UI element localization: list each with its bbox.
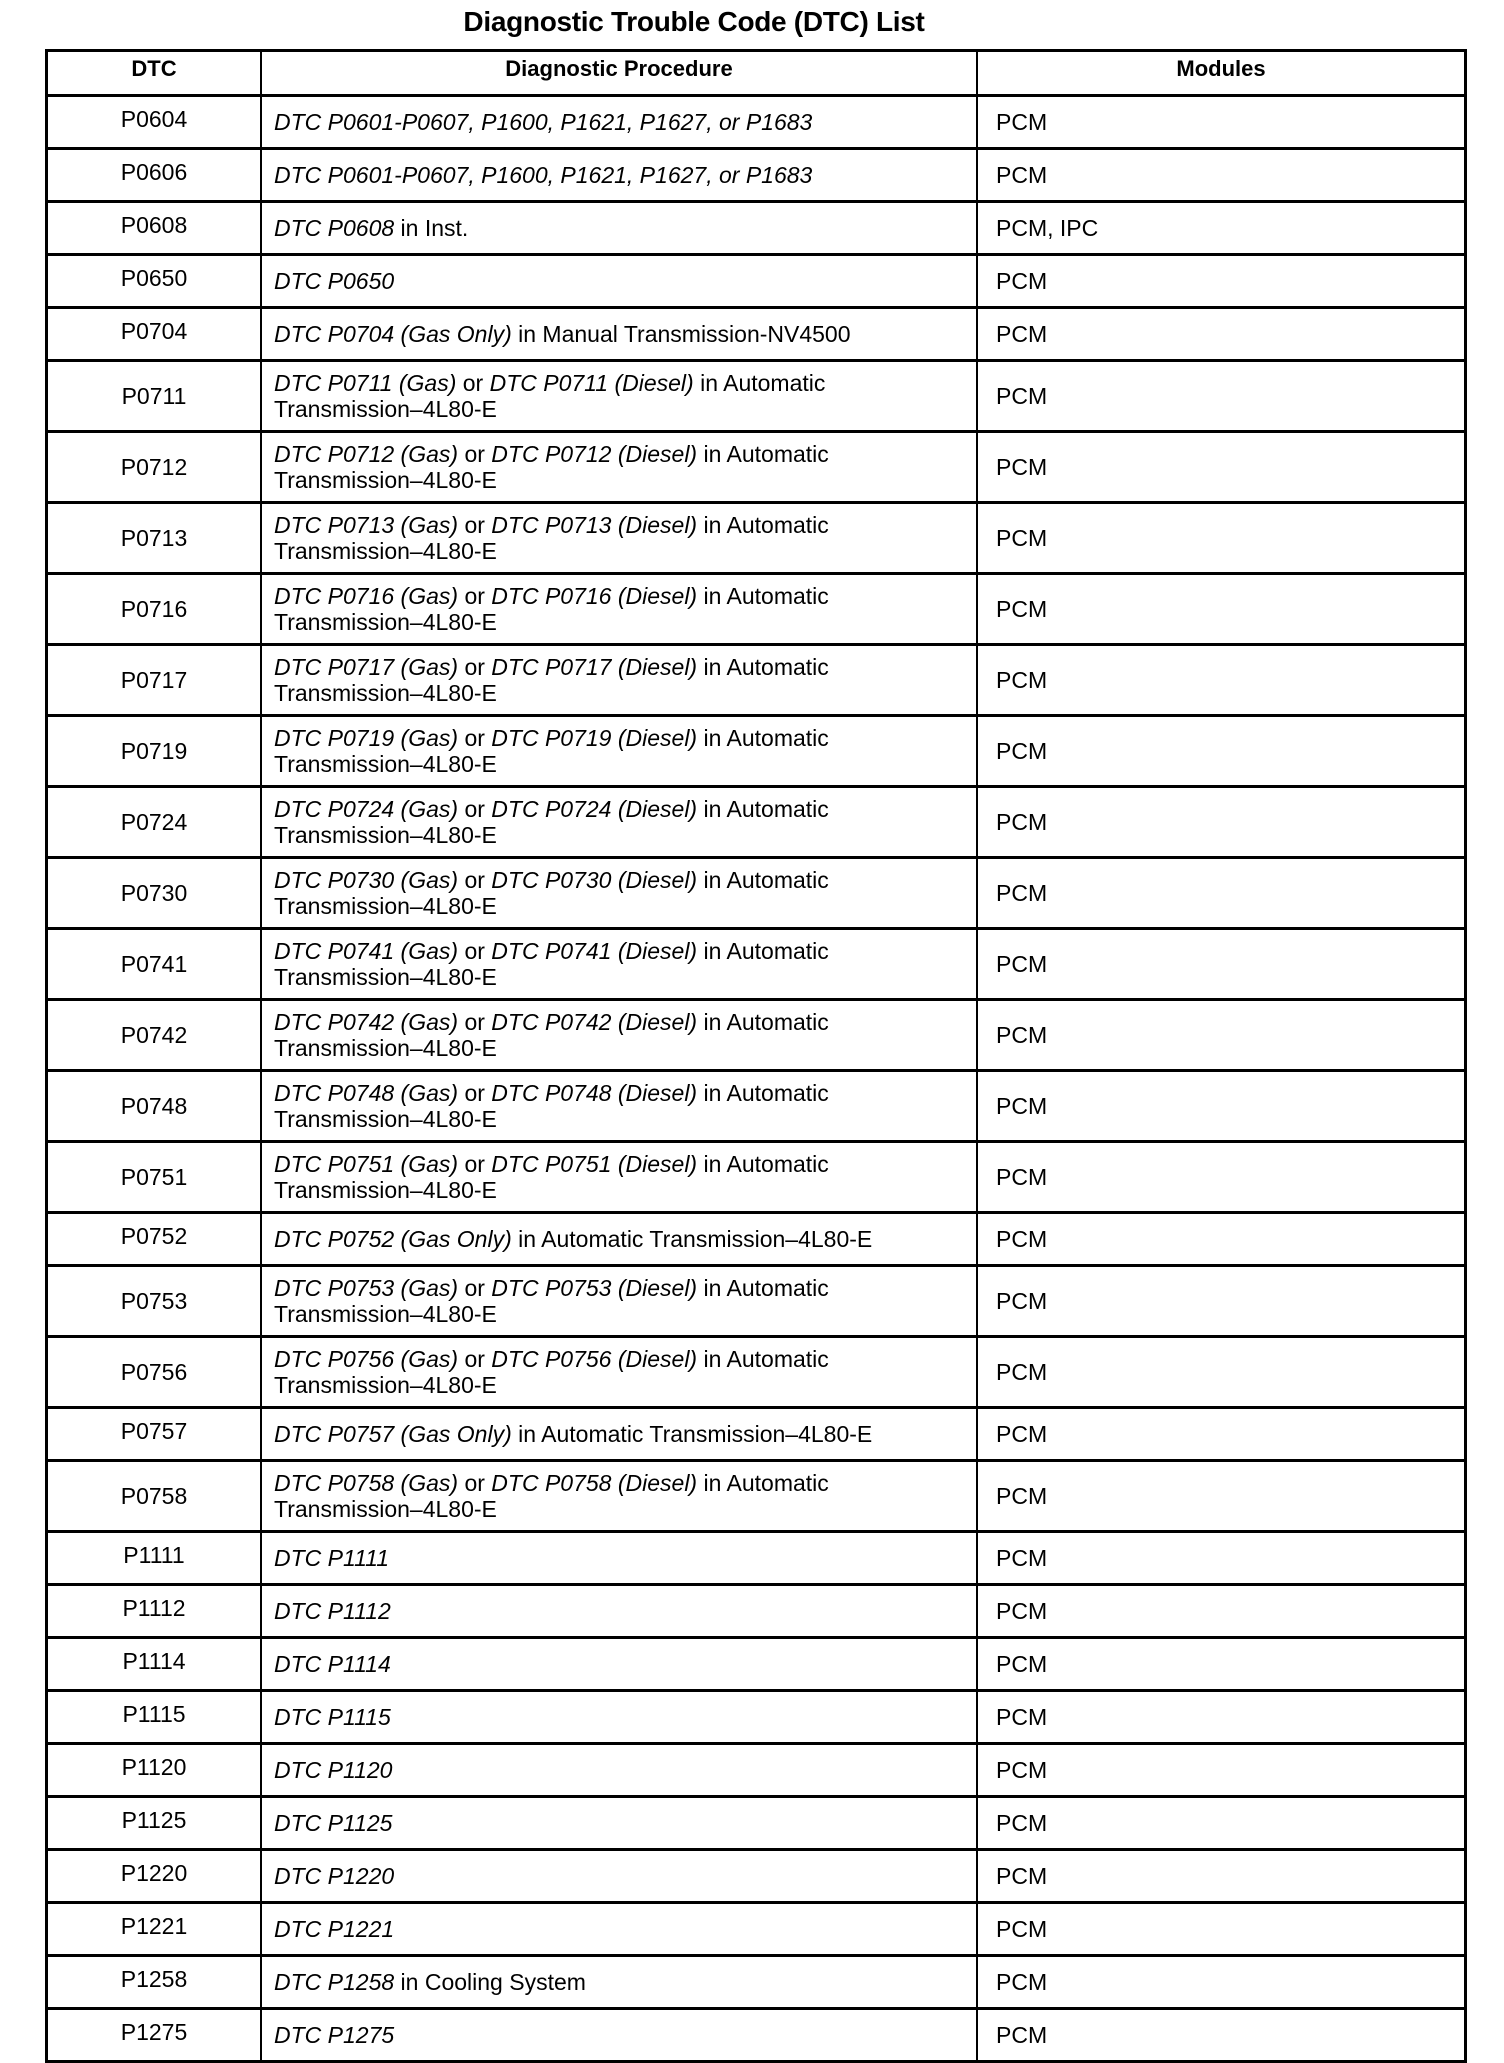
- table-row: [47, 1213, 1466, 1266]
- dtc-code: P0650: [47, 255, 262, 308]
- dtc-code: P0756: [47, 1337, 262, 1408]
- modules: PCM: [977, 1000, 1466, 1071]
- table-row: [47, 929, 1466, 1000]
- table-row: [47, 1903, 1466, 1956]
- procedure-text: in Automatic Transmission–4L80-E: [274, 441, 829, 493]
- dtc-code: P0713: [47, 503, 262, 574]
- procedure-reference: DTC P0712 (Diesel): [491, 441, 698, 467]
- procedure-reference: DTC P0748 (Diesel): [491, 1080, 698, 1106]
- diagnostic-procedure: [261, 1797, 977, 1850]
- procedure-reference: DTC P0650: [274, 268, 395, 294]
- procedure-reference: DTC P1258: [274, 1969, 395, 1995]
- diagnostic-procedure: [261, 432, 977, 503]
- table-row: [47, 432, 1466, 503]
- diagnostic-procedure: [261, 1744, 977, 1797]
- procedure-text: or: [458, 1275, 492, 1301]
- table-row: [47, 1850, 1466, 1903]
- procedure-reference: DTC P1275: [274, 2022, 395, 2048]
- procedure-reference: DTC P0717 (Gas): [274, 654, 459, 680]
- dtc-code: P1275: [47, 2009, 262, 2062]
- diagnostic-procedure: [261, 202, 977, 255]
- procedure-reference: DTC P0741 (Diesel): [491, 938, 698, 964]
- procedure-reference: DTC P0742 (Diesel): [491, 1009, 698, 1035]
- dtc-code: P0752: [47, 1213, 262, 1266]
- procedure-text: in Automatic Transmission–4L80-E: [274, 1346, 829, 1398]
- dtc-code: P1221: [47, 1903, 262, 1956]
- procedure-reference: DTC P1221: [274, 1916, 395, 1942]
- diagnostic-procedure: [261, 1461, 977, 1532]
- procedure-reference: DTC P0751 (Diesel): [491, 1151, 698, 1177]
- procedure-text: or: [458, 583, 492, 609]
- page-title: Diagnostic Trouble Code (DTC) List: [463, 6, 925, 37]
- table-row: [47, 308, 1466, 361]
- diagnostic-procedure: [261, 361, 977, 432]
- table-row: [47, 1956, 1466, 2009]
- procedure-text: or: [458, 725, 492, 751]
- modules: PCM: [977, 1797, 1466, 1850]
- diagnostic-procedure: [261, 1956, 977, 2009]
- table-row: [47, 574, 1466, 645]
- modules: PCM: [977, 1585, 1466, 1638]
- procedure-text: in Automatic Transmission–4L80-E: [274, 938, 829, 990]
- procedure-text: in Automatic Transmission–4L80-E: [274, 1151, 829, 1203]
- procedure-text: or: [458, 1470, 492, 1496]
- diagnostic-procedure: [261, 645, 977, 716]
- dtc-code: P0742: [47, 1000, 262, 1071]
- modules: PCM: [977, 1142, 1466, 1213]
- procedure-text: in Automatic Transmission–4L80-E: [274, 1470, 829, 1522]
- procedure-reference: DTC P0601-P0607, P1600, P1621, P1627, or P1683: [274, 109, 813, 135]
- procedure-text: in Automatic Transmission–4L80-E: [274, 725, 829, 777]
- modules: PCM: [977, 1638, 1466, 1691]
- table-row: [47, 361, 1466, 432]
- procedure-text: in Manual Transmission-NV4500: [511, 321, 851, 347]
- dtc-code: P1111: [47, 1532, 262, 1585]
- diagnostic-procedure: [261, 1408, 977, 1461]
- procedure-reference: DTC P0756 (Gas): [274, 1346, 459, 1372]
- table-row: [47, 1071, 1466, 1142]
- table-row: [47, 255, 1466, 308]
- modules: PCM: [977, 1850, 1466, 1903]
- header-modules: Modules: [977, 51, 1466, 96]
- procedure-reference: DTC P0753 (Gas): [274, 1275, 459, 1301]
- procedure-reference: DTC P0719 (Diesel): [491, 725, 698, 751]
- diagnostic-procedure: [261, 1213, 977, 1266]
- diagnostic-procedure: [261, 1638, 977, 1691]
- dtc-code: P1125: [47, 1797, 262, 1850]
- diagnostic-procedure: [261, 308, 977, 361]
- dtc-code: P0717: [47, 645, 262, 716]
- procedure-reference: DTC P0753 (Diesel): [491, 1275, 698, 1301]
- table-row: [47, 787, 1466, 858]
- procedure-reference: DTC P0724 (Gas): [274, 796, 459, 822]
- procedure-text: or: [458, 938, 492, 964]
- table-row: [47, 1691, 1466, 1744]
- diagnostic-procedure: [261, 1142, 977, 1213]
- procedure-reference: DTC P0730 (Diesel): [491, 867, 698, 893]
- table-row: [47, 1142, 1466, 1213]
- diagnostic-procedure: [261, 96, 977, 149]
- table-row: [47, 1408, 1466, 1461]
- diagnostic-procedure: [261, 858, 977, 929]
- diagnostic-procedure: [261, 1000, 977, 1071]
- dtc-code: P1220: [47, 1850, 262, 1903]
- modules: PCM: [977, 574, 1466, 645]
- table-row: [47, 503, 1466, 574]
- procedure-text: in Automatic Transmission–4L80-E: [511, 1421, 873, 1447]
- procedure-reference: DTC P0752 (Gas Only): [274, 1226, 512, 1252]
- modules: PCM: [977, 308, 1466, 361]
- dtc-code: P0753: [47, 1266, 262, 1337]
- table-row: [47, 1000, 1466, 1071]
- dtc-code: P0748: [47, 1071, 262, 1142]
- procedure-text: or: [456, 370, 490, 396]
- header-procedure: Diagnostic Procedure: [261, 51, 977, 96]
- diagnostic-procedure: [261, 1532, 977, 1585]
- diagnostic-procedure: [261, 503, 977, 574]
- modules: PCM: [977, 716, 1466, 787]
- procedure-text: or: [458, 1009, 492, 1035]
- table-row: [47, 96, 1466, 149]
- diagnostic-procedure: [261, 1266, 977, 1337]
- table-row: [47, 716, 1466, 787]
- table-row: [47, 1797, 1466, 1850]
- procedure-reference: DTC P1120: [274, 1757, 393, 1783]
- procedure-text: or: [458, 867, 492, 893]
- procedure-reference: DTC P0751 (Gas): [274, 1151, 459, 1177]
- dtc-code: P1258: [47, 1956, 262, 2009]
- diagnostic-procedure: [261, 149, 977, 202]
- diagnostic-procedure: [261, 255, 977, 308]
- procedure-reference: DTC P0716 (Gas): [274, 583, 459, 609]
- modules: PCM, IPC: [977, 202, 1466, 255]
- procedure-text: or: [458, 1151, 492, 1177]
- modules: PCM: [977, 1532, 1466, 1585]
- modules: PCM: [977, 432, 1466, 503]
- procedure-reference: DTC P0713 (Diesel): [491, 512, 698, 538]
- procedure-text: or: [458, 441, 492, 467]
- table-row: [47, 1337, 1466, 1408]
- dtc-code: P1114: [47, 1638, 262, 1691]
- dtc-code: P0730: [47, 858, 262, 929]
- diagnostic-procedure: [261, 787, 977, 858]
- procedure-reference: DTC P0724 (Diesel): [491, 796, 698, 822]
- dtc-code: P0758: [47, 1461, 262, 1532]
- dtc-code: P0751: [47, 1142, 262, 1213]
- procedure-reference: DTC P1125: [274, 1810, 393, 1836]
- modules: PCM: [977, 1956, 1466, 2009]
- dtc-code: P1112: [47, 1585, 262, 1638]
- procedure-text: in Automatic Transmission–4L80-E: [274, 867, 829, 919]
- procedure-reference: DTC P0748 (Gas): [274, 1080, 459, 1106]
- dtc-code: P0724: [47, 787, 262, 858]
- procedure-reference: DTC P1114: [274, 1651, 391, 1677]
- procedure-reference: DTC P1112: [274, 1598, 391, 1624]
- dtc-code: P0604: [47, 96, 262, 149]
- procedure-text: or: [458, 1346, 492, 1372]
- modules: PCM: [977, 1461, 1466, 1532]
- diagnostic-procedure: [261, 1850, 977, 1903]
- table-row: [47, 858, 1466, 929]
- modules: PCM: [977, 2009, 1466, 2062]
- procedure-reference: DTC P0601-P0607, P1600, P1621, P1627, or P1683: [274, 162, 813, 188]
- diagnostic-procedure: [261, 1585, 977, 1638]
- procedure-reference: DTC P0741 (Gas): [274, 938, 459, 964]
- dtc-code: P1120: [47, 1744, 262, 1797]
- procedure-text: in Inst.: [394, 215, 469, 241]
- diagnostic-procedure: [261, 574, 977, 645]
- dtc-code: P0704: [47, 308, 262, 361]
- dtc-code: P0608: [47, 202, 262, 255]
- procedure-reference: DTC P0711 (Diesel): [489, 370, 694, 396]
- procedure-reference: DTC P1115: [274, 1704, 391, 1730]
- table-row: [47, 645, 1466, 716]
- procedure-text: or: [458, 1080, 492, 1106]
- table-row: [47, 202, 1466, 255]
- modules: PCM: [977, 1408, 1466, 1461]
- procedure-reference: DTC P0712 (Gas): [274, 441, 459, 467]
- procedure-reference: DTC P0742 (Gas): [274, 1009, 459, 1035]
- modules: PCM: [977, 255, 1466, 308]
- procedure-reference: DTC P0713 (Gas): [274, 512, 459, 538]
- dtc-table: [45, 49, 1467, 2063]
- dtc-code: P0719: [47, 716, 262, 787]
- diagnostic-procedure: [261, 1071, 977, 1142]
- modules: PCM: [977, 645, 1466, 716]
- dtc-code: P0757: [47, 1408, 262, 1461]
- dtc-code: P1115: [47, 1691, 262, 1744]
- table-row: [47, 149, 1466, 202]
- table-row: [47, 1744, 1466, 1797]
- procedure-text: in Automatic Transmission–4L80-E: [274, 796, 829, 848]
- procedure-reference: DTC P1111: [274, 1545, 390, 1571]
- procedure-reference: DTC P0758 (Diesel): [491, 1470, 698, 1496]
- procedure-text: or: [458, 654, 492, 680]
- procedure-text: in Automatic Transmission–4L80-E: [274, 1275, 829, 1327]
- dtc-code: P0712: [47, 432, 262, 503]
- dtc-code: P0606: [47, 149, 262, 202]
- diagnostic-procedure: [261, 1903, 977, 1956]
- modules: PCM: [977, 1691, 1466, 1744]
- procedure-text: in Automatic Transmission–4L80-E: [274, 512, 829, 564]
- modules: PCM: [977, 1213, 1466, 1266]
- diagnostic-procedure: [261, 1691, 977, 1744]
- diagnostic-procedure: [261, 716, 977, 787]
- table-row: [47, 1461, 1466, 1532]
- procedure-text: in Automatic Transmission–4L80-E: [274, 1080, 829, 1132]
- procedure-text: in Automatic Transmission–4L80-E: [274, 1009, 829, 1061]
- procedure-text: in Automatic Transmission–4L80-E: [274, 654, 829, 706]
- diagnostic-procedure: [261, 929, 977, 1000]
- modules: PCM: [977, 858, 1466, 929]
- procedure-text: in Automatic Transmission–4L80-E: [274, 370, 826, 422]
- modules: PCM: [977, 1337, 1466, 1408]
- procedure-text: or: [458, 796, 492, 822]
- procedure-reference: DTC P0719 (Gas): [274, 725, 459, 751]
- table-header-row: [47, 51, 1466, 96]
- procedure-reference: DTC P1220: [274, 1863, 395, 1889]
- procedure-reference: DTC P0758 (Gas): [274, 1470, 459, 1496]
- modules: PCM: [977, 361, 1466, 432]
- procedure-reference: DTC P0730 (Gas): [274, 867, 459, 893]
- procedure-reference: DTC P0704 (Gas Only): [274, 321, 512, 347]
- procedure-reference: DTC P0711 (Gas): [274, 370, 457, 396]
- table-row: [47, 1585, 1466, 1638]
- table-row: [47, 1638, 1466, 1691]
- procedure-reference: DTC P0757 (Gas Only): [274, 1421, 512, 1447]
- header-dtc: DTC: [47, 51, 262, 96]
- procedure-reference: DTC P0608: [274, 215, 395, 241]
- modules: PCM: [977, 1744, 1466, 1797]
- modules: PCM: [977, 503, 1466, 574]
- procedure-reference: DTC P0717 (Diesel): [491, 654, 698, 680]
- modules: PCM: [977, 929, 1466, 1000]
- procedure-text: or: [458, 512, 492, 538]
- table-row: [47, 2009, 1466, 2062]
- modules: PCM: [977, 1071, 1466, 1142]
- procedure-text: in Automatic Transmission–4L80-E: [274, 583, 829, 635]
- diagnostic-procedure: [261, 1337, 977, 1408]
- diagnostic-procedure: [261, 2009, 977, 2062]
- modules: PCM: [977, 1266, 1466, 1337]
- modules: PCM: [977, 787, 1466, 858]
- procedure-reference: DTC P0756 (Diesel): [491, 1346, 698, 1372]
- procedure-reference: DTC P0716 (Diesel): [491, 583, 698, 609]
- dtc-code: P0716: [47, 574, 262, 645]
- dtc-code: P0741: [47, 929, 262, 1000]
- modules: PCM: [977, 1903, 1466, 1956]
- modules: PCM: [977, 149, 1466, 202]
- modules: PCM: [977, 96, 1466, 149]
- procedure-text: in Cooling System: [394, 1969, 586, 1995]
- table-row: [47, 1532, 1466, 1585]
- table-row: [47, 1266, 1466, 1337]
- dtc-code: P0711: [47, 361, 262, 432]
- procedure-text: in Automatic Transmission–4L80-E: [511, 1226, 873, 1252]
